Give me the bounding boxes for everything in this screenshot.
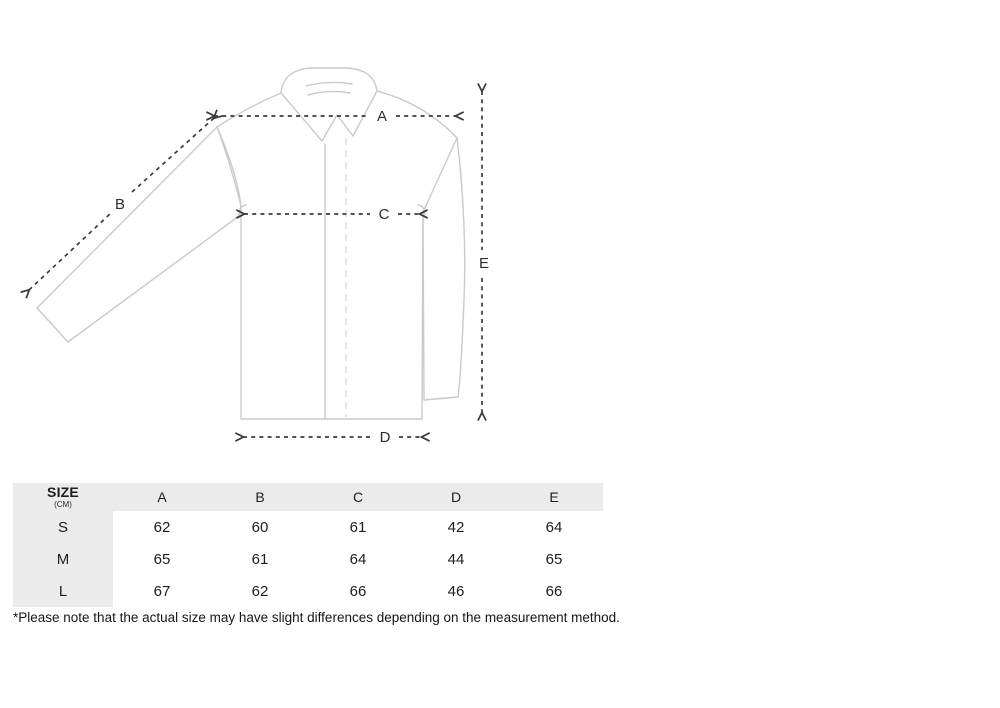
column-header-b: B	[211, 483, 309, 511]
table-row-m	[13, 543, 603, 575]
size-header-label: SIZE	[47, 484, 79, 500]
value-cell: 66	[309, 575, 407, 607]
size-table-header-row	[13, 483, 603, 511]
value-cell: 61	[309, 511, 407, 543]
measure-e-label: E	[478, 255, 490, 272]
value-cell: 66	[505, 575, 603, 607]
size-label: L	[13, 575, 113, 607]
value-cell: 62	[113, 511, 211, 543]
column-header-e: E	[505, 483, 603, 511]
value-cell: 65	[505, 543, 603, 575]
measure-b-label: B	[114, 196, 126, 213]
size-label: M	[13, 543, 113, 575]
size-header-cell	[13, 483, 113, 511]
value-cell: 44	[407, 543, 505, 575]
value-cell: 46	[407, 575, 505, 607]
value-cell: 42	[407, 511, 505, 543]
measurement-note: *Please note that the actual size may have slight differences depending on the measurement method.	[13, 610, 620, 625]
column-header-c: C	[309, 483, 407, 511]
value-cell: 64	[505, 511, 603, 543]
column-header-d: D	[407, 483, 505, 511]
value-cell: 67	[113, 575, 211, 607]
measure-c-label: C	[378, 206, 390, 223]
value-cell: 62	[211, 575, 309, 607]
left-sleeve-outline	[37, 127, 243, 342]
value-cell: 64	[309, 543, 407, 575]
column-header-a: A	[113, 483, 211, 511]
size-table	[13, 483, 603, 607]
size-label: S	[13, 511, 113, 543]
value-cell: 65	[113, 543, 211, 575]
size-unit-label: (CM)	[54, 500, 72, 509]
body-outline	[217, 91, 457, 419]
value-cell: 60	[211, 511, 309, 543]
measure-a-label: A	[376, 108, 388, 125]
value-cell: 61	[211, 543, 309, 575]
measure-d-label: D	[379, 429, 391, 446]
table-row-l	[13, 575, 603, 607]
table-row-s	[13, 511, 603, 543]
